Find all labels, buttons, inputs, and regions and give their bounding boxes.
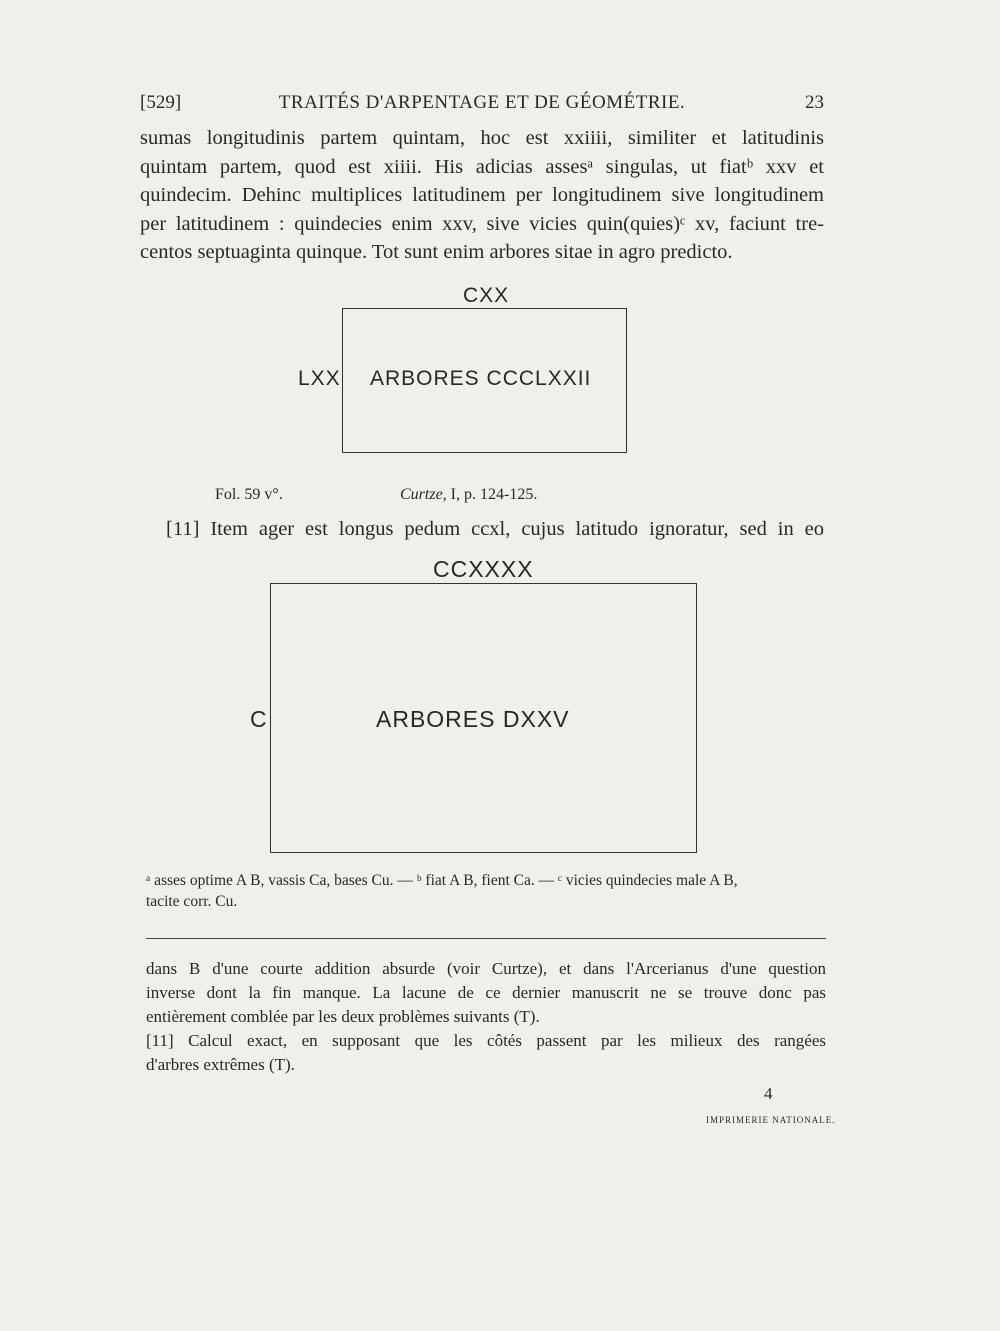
commentary-line: inverse dont la fin manque. La lacune de ce dernier manuscrit ne se trouve donc pas <box>146 983 826 1002</box>
latin-body-text <box>140 124 824 267</box>
signature-mark: 4 <box>764 1084 773 1103</box>
separator-rule <box>146 938 826 939</box>
footnote-line: ᵃ asses optime A B, vassis Ca, bases Cu. — ᵇ fiat A B, fient Ca. — ᶜ vicies quindecies male A B, <box>146 872 738 889</box>
page-number: 23 <box>805 92 824 113</box>
footnote-line: tacite corr. Cu. <box>146 893 238 910</box>
commentary-line: dans B d'une courte addition absurde (voir Curtze), et dans l'Arcerianus d'une question <box>146 959 826 978</box>
commentary-line: [11] Calcul exact, en supposant que les côtés passent par les milieux des rangées <box>146 1031 826 1050</box>
figure-folio-caption: Fol. 59 v°. <box>215 486 283 503</box>
body-line: [11] Item ager est longus pedum ccxl, cujus latitudo ignoratur, sed in eo <box>166 518 824 540</box>
reference-pages: I, p. 124-125. <box>446 486 538 503</box>
body-line: quindecim. Dehinc multiplices latitudinem per longitudinem sive longitudinem <box>140 184 824 206</box>
apparatus-footnotes <box>146 870 826 912</box>
diagram2-left-label: C <box>250 706 268 732</box>
body-line: centos septuaginta quinque. Tot sunt enim arbores sitae in agro predicto. <box>140 241 733 263</box>
body-line: sumas longitudinis partem quintam, hoc est xxiiii, similiter et latitudinis <box>140 127 824 149</box>
commentary-line: d'arbres extrêmes (T). <box>146 1055 295 1074</box>
body-line: per latitudinem : quindecies enim xxv, sive vicies quin(quies)ᶜ xv, faciunt tre- <box>140 212 824 235</box>
diagram1-top-label: CXX <box>463 284 510 307</box>
diagram2-center-label: ARBORES DXXV <box>376 706 570 732</box>
diagram1-center-label: ARBORES CCCLXXII <box>370 367 592 390</box>
section-11-text <box>166 515 824 544</box>
figure-reference-caption <box>400 486 537 504</box>
running-header <box>140 92 824 122</box>
diagram1-left-label: LXX <box>298 367 341 390</box>
printer-imprint: IMPRIMERIE NATIONALE. <box>706 1115 836 1125</box>
header-folio-number: [529] <box>140 92 182 113</box>
french-commentary <box>146 957 826 1077</box>
commentary-line: entièrement comblée par les deux problèmes suivants (T). <box>146 1007 540 1026</box>
diagram2-top-label: CCXXXX <box>433 556 534 582</box>
body-line: quintam partem, quod est xiiii. His adicias assesᵃ singulas, ut fiatᵇ xxv et <box>140 155 824 178</box>
header-title: TRAITÉS D'ARPENTAGE ET DE GÉOMÉTRIE. <box>278 92 686 113</box>
reference-author: Curtze, <box>400 486 447 503</box>
